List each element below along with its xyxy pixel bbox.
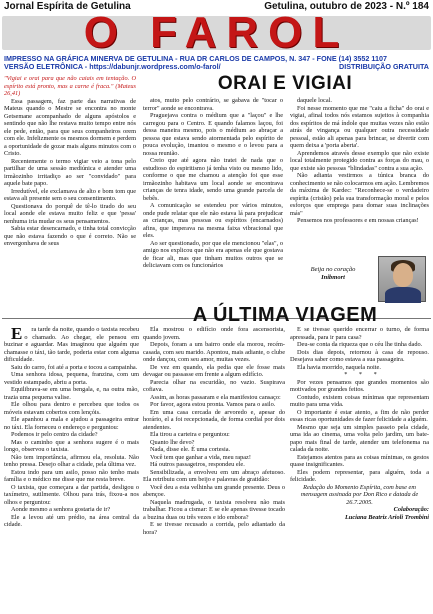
paragraph: Estou indo para um asilo, posso não tenho mais família e o médico me disse que me resta breve. bbox=[4, 468, 139, 483]
paragraph: Sabia estar desencarnado, e tinha total convicção que não estava fazendo o que é correto. Não se envergonhava de seus bbox=[4, 225, 136, 247]
paragraph: Naquela madrugada, o taxista resolveu não mais trabalhar. Ficou a cismar: E se ele apenas tivesse tocado a buzina duas ou três vezes e ido embora? bbox=[143, 498, 285, 521]
paragraph: Não adianta vestirmos a túnica branca do conhecimento se não colocarmos em ação. Lembremos da máxima de Kardec: "Reconhece-se o verdadeiro espírita (cristão) pela sua transformação moral e pelos esforços que emprega para domar suas inclinações más" bbox=[290, 172, 429, 217]
paragraph: Praguejava contra o médium que a "laçou" e lhe carregou para o Centro. E quando falamos laçou, foi dessa maneira mesmo, pois o médium ao abraçar a pessoa que estava sendo atormentada pelo espírito de pouca evolução, imantou o mesmo e o levou para a nossa reunião. bbox=[143, 112, 283, 157]
paragraph: O taxista, que começara a dar partida, desligou o taxímetro, sutilmente. Olhou para trás, fixou-a nos olhos e perguntou: bbox=[4, 483, 139, 506]
paragraph: O importante é estar atento, a fim de não perder essas ricas oportunidades de fazer felicidade a alguém. bbox=[290, 408, 429, 423]
paragraph: Em uma casa cercada de arvoredo e, apesar do horário, el a foi recepcionada, de forma cordial por dois atendentes. bbox=[143, 408, 285, 431]
author-photo bbox=[378, 256, 426, 302]
article2-column-3 bbox=[290, 326, 429, 612]
paragraph: Pensemos nos professores e em nossas crianças! bbox=[297, 217, 419, 224]
article-title-orai-e-vigiai: ORAI E VIGIAI bbox=[217, 73, 353, 94]
paragraph: Eles podem representar, para alguém, toda a felicidade. bbox=[290, 468, 429, 483]
paragraph: A comunicação se estendeu por vários minutos, onde pude relatar que ele não estava lá para prejudicar as crianças, mas pessoas ou espíritos (encarnados) afins, que imperava na mesma faixa vibracional que eles. bbox=[143, 202, 283, 239]
masthead bbox=[0, 0, 433, 72]
imprint-line: IMPRESSO NA GRÁFICA MINERVA DE GETULINA - RUA DR CARLOS DE CAMPOS, N. 347 - FONE (14) 3552 1107 bbox=[4, 54, 387, 63]
section-break-stars: * * * bbox=[344, 371, 382, 378]
paragraph: Estejamos atentos para as coisas mínimas, os gestos quase insignificantes. bbox=[290, 453, 429, 468]
article1-column-1 bbox=[4, 75, 136, 315]
photo-body bbox=[385, 287, 421, 303]
paragraph: Mesmo que seja um simples passeio pela cidade, uma ida ao cinema, uma volta pelo jardim, um bate-papo mais final de tarde, atender um telefonema na calada da noite. bbox=[290, 423, 429, 453]
source-credit: Redação do Momento Espírita, com base em mensagem assinada por Don Rico e datada de 26.7.2005. bbox=[300, 483, 419, 506]
digital-version-link[interactable]: VERSÃO ELETRÔNICA - https://dabunjr.wordpress.com/o-farol/ bbox=[4, 62, 221, 71]
article2-column-2 bbox=[143, 326, 285, 612]
paragraph: E se tivesse querido encerrar o turno, de forma apressada, para ir para casa? bbox=[290, 326, 429, 341]
paragraph: Creio que até agora não tratei de nada que o estudioso do espiritismo já tenha visto ou mesmo lido, conforme o que me chamou a atenção foi que esse irmãozinho habitava um local aonde se encontrava crianças de tenra idade, sendo uma grande parcela de bebês. bbox=[143, 157, 283, 202]
paragraph: Nada, disse ele. É uma cortesia. bbox=[150, 446, 231, 453]
paragraph: Aprendemos através desse exemplo que não existe local totalmente protegido contra as forças do mau, o que existe são pessoas "blindadas" contra a sua ação. bbox=[290, 149, 429, 172]
paragraph: Você deu a esta velhinha um grande presente. Deus o abençoe. bbox=[143, 483, 285, 498]
digital-version-line bbox=[4, 62, 429, 71]
paragraph: Aonde mesmo a senhora gostaria de ir? bbox=[11, 506, 111, 513]
article1-column-2 bbox=[143, 97, 283, 303]
collaboration-label: Colaboração: bbox=[393, 506, 429, 513]
paragraph: Ele olhou para dentro e percebeu que todos os móveis estavam cobertos com lençóis. bbox=[4, 401, 139, 416]
paragraph: E se tivesse recusado a corrida, pelo adiantado da hora? bbox=[143, 521, 285, 536]
edition-info: Getulina, outubro de 2023 - N.º 184 bbox=[264, 1, 429, 12]
article-title-ultima-viagem: A ÚLTIMA VIAGEM bbox=[192, 304, 378, 326]
distribution-note: DISTRIBUIÇÃO GRATUITA bbox=[339, 62, 429, 71]
paragraph: Assim, as horas passaram e ela manifestou cansaço: bbox=[150, 393, 281, 401]
author-signature bbox=[290, 266, 376, 282]
paragraph: daquele local. bbox=[297, 97, 332, 104]
paragraph: Não tem importância, afirmou ela, resoluta. Não tenho pressa. Desejo olhar a cidade, pela última vez. bbox=[4, 453, 139, 468]
article2-column-1 bbox=[4, 326, 139, 612]
paragraph: Deu-se conta da riqueza que o céu lhe tinha dado. bbox=[297, 341, 423, 348]
paragraph: Parecia olhar na escuridão, no vazio. Suspirava cofiava. bbox=[143, 378, 285, 393]
collaborator-name: Luciana Beatriz Arioli Trombini bbox=[344, 513, 429, 521]
paragraph-text: ra tarde da noite, quando o taxista recebeu o chamado. Ao chegar, ele pensou em buzinar e aguardar. Mas imaginou que alguém que chamasse o táxi, tão tarde, poderia estar com alguma dificuldade. bbox=[4, 326, 139, 363]
paragraph: Podemos ir pelo centro da cidade? bbox=[11, 431, 98, 438]
paragraph: atos, muito pelo contrário, se gabava de "tocar o terror" aonde se encontrava. bbox=[143, 97, 283, 112]
paragraph: Irredutível, ele exclamava de alto e bom tom que estava ali presente sem o seu consentimento. bbox=[4, 187, 136, 202]
paragraph: Saiu do carro, foi até a porta e tocou a campainha. bbox=[11, 363, 138, 371]
logo-wordmark: O FAROL bbox=[83, 8, 350, 57]
paragraph: Ao ser questionado, por que ele mencionou "elas", o amigo nos explicou que não era apenas ele que gostava de ficar ali, mas que tinham muitos outros que se deliciavam com os funcionários bbox=[143, 239, 283, 269]
paragraph: Recentemente o termo vigiar veio a tona pelo partilhar de uma sessão mediúnica e atender uma irmãozinho irritadiço ao ser "convidado" para aquele bate papo. bbox=[4, 157, 136, 187]
paragraph: Mas o caminho que a senhora sugere é o mais longo, observou o taxista. bbox=[4, 438, 139, 453]
paragraph: Dois dias depois, retornou à casa de repouso. Desejava saber como estava a sua passageira. bbox=[290, 348, 429, 363]
author-name: Inibmort bbox=[321, 274, 345, 281]
paragraph: Equilibrava-se em uma bengala, e, na outra mão, trazia uma pequena valise. bbox=[4, 386, 139, 401]
paragraph: Por vezes pensamos que grandes momentos são motivados por grandes feitos. bbox=[290, 378, 429, 393]
paragraph: Ele a levou até um prédio, na área central da cidade. bbox=[4, 513, 139, 528]
paragraph: Ela mostrou o edifício onde fora ascensorista, quando jovem. bbox=[143, 326, 285, 341]
drop-cap: E bbox=[11, 326, 23, 343]
paragraph: De vez em quando, ela pedia que ele fosse mais devagar ou passasse em frente a algum edifício. bbox=[143, 363, 285, 378]
article1-column-3 bbox=[290, 97, 429, 253]
paragraph: Ele apanhou a mala e ajudou a passageira entrar no táxi. Ela forneceu o endereço e perguntou: bbox=[4, 416, 139, 431]
paragraph: Contudo, existem coisas mínimas que representam muito para uma vida. bbox=[290, 393, 429, 408]
paragraph: Sensibilizada, a envolveu em um abraço afetuoso. Ela retribuiu com um beijo e palavras de gratidão: bbox=[143, 468, 285, 483]
paragraph: Por favor, agora estou pronta. Vamos para o asilo. bbox=[150, 401, 276, 408]
paragraph bbox=[4, 326, 139, 364]
signature-line: Beija no coração bbox=[310, 266, 356, 273]
logo bbox=[0, 8, 433, 57]
publication-name: Jornal Espírita de Getulina bbox=[4, 1, 131, 12]
paragraph: Você tem que ganhar a vida, meu rapaz! bbox=[150, 453, 251, 461]
paragraph: Questionava do porquê de tê-lo tirado do seu local aonde ele estava muito feliz e que 'pessa' nenhuma iria mudar os seus pensamentos. bbox=[4, 202, 136, 225]
bible-quote: "Vigiai e orai para que não caiais em tentação. O espírito está pronto, mas a carne é fraca." (Mateus 26,41) bbox=[4, 75, 136, 97]
paragraph: Depois, foram a um bairro onde ela morou, recém-casada, com seu marido. Apontou, mais adiante, o clube onde dançou, com seu amor, muitas vezes. bbox=[143, 341, 285, 363]
paragraph: Quanto lhe devo? bbox=[150, 438, 195, 446]
photo-face bbox=[393, 263, 413, 287]
paragraph: Ela tirou a carteira e perguntou: bbox=[150, 431, 230, 438]
paragraph: Há outros passageiros, respondeu ele. bbox=[150, 461, 245, 468]
paragraph: Uma senhora idosa, pequena, franzina, com um vestido estampado, abriu a porta. bbox=[4, 371, 139, 386]
paragraph: Foi nesse momento que me "caiu a ficha" do orai e vigiai, afinal todos nós estamos sujeitos à companhia dos espíritos de má índole que muitas vezes não estão atrás de vingança ou qualquer outra necessidade pessoal, estão ali apenas para brincar, se divertir com quem deixa a 'porta aberta'. bbox=[290, 104, 429, 149]
paragraph: Essa passagem, faz parte das narrativas de Mateus quando o Mestre se encontra no monte Getsemane acompanhado de alguns apóstolos e sentindo que não lhe restava muito tempo entre nós ele pede, então, para que seus companheiros orem com ele. Infelizmente os mesmos dormem e perdem a oportunidade de gozar mais alguns minutos com o Cristo. bbox=[4, 97, 136, 157]
paragraph: Ela havia morrido, naquela noite. bbox=[297, 363, 381, 371]
